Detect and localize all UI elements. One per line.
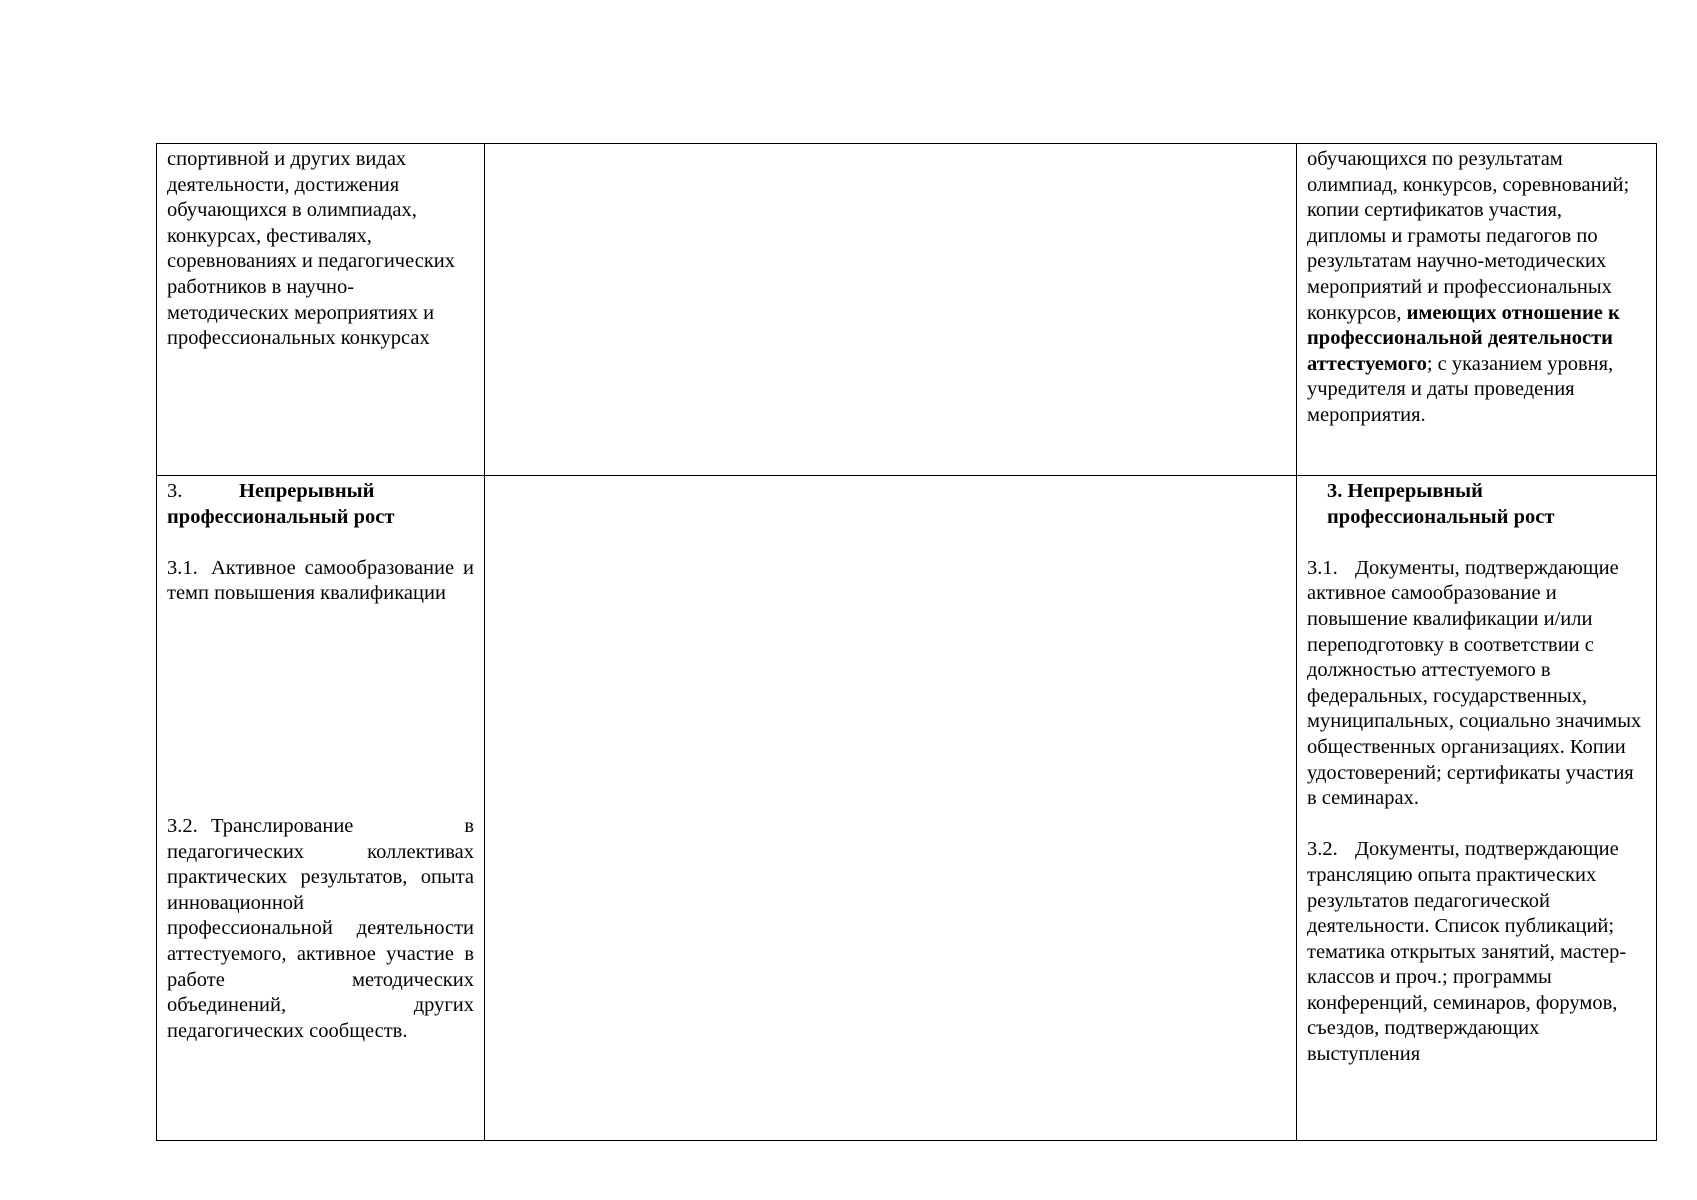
documents-item-text: Документы, подтверждающие трансляцию опыта практических результатов педагогической деятельности. Список публикаций; тематика открытых занятий, мастер-классов и проч.; программы конференций, семинаров, форумов, съездов, подтверждающих выступления bbox=[1307, 838, 1627, 1066]
table-cell-criteria bbox=[157, 144, 485, 476]
table-row bbox=[157, 476, 1657, 1141]
spacer bbox=[167, 530, 474, 556]
section-heading-right: 3. Непрерывный профессиональный рост bbox=[1327, 480, 1555, 528]
spacer bbox=[167, 607, 474, 814]
section-heading-text: Непрерывный профессиональный рост bbox=[167, 480, 395, 528]
documents-item-number: 3.1. bbox=[1307, 556, 1338, 579]
documents-item-number: 3.2. bbox=[1307, 838, 1338, 861]
criteria-item-text: Транслирование в педагогических коллективах практических результатов, опыта инновационной профессиональной деятельности аттестуемого, активное участие в работе методических объединений, других педагогических сообществ. bbox=[167, 814, 474, 1042]
documents-text-part2: ; с указанием уровня, учредителя и даты проведения мероприятия. bbox=[1307, 352, 1614, 426]
spacer bbox=[1307, 812, 1646, 838]
criteria-table bbox=[156, 143, 1657, 1141]
criteria-item-number: 3.2. bbox=[167, 814, 198, 837]
documents-text bbox=[1307, 147, 1646, 429]
table-cell-documents bbox=[1297, 476, 1657, 1141]
table-cell-empty bbox=[485, 144, 1297, 476]
criteria-text: спортивной и других видах деятельности, достижения обучающихся в олимпиадах, конкурсах, фестивалях, соревнованиях и педагогических работников в научно-методических мероприятиях и профессиональных конкурсах bbox=[167, 148, 456, 350]
section-heading-number: 3. bbox=[167, 480, 183, 502]
criteria-item-3-2 bbox=[167, 814, 474, 1044]
documents-item-3-2 bbox=[1307, 837, 1646, 1067]
documents-text-part1: обучающихся по результатам олимпиад, конкурсов, соревнований; копии сертификатов участия, дипломы и грамоты педагогов по результатам научно-методических мероприятий и профессиональных конкурсов, bbox=[1307, 148, 1630, 324]
documents-item-3-1 bbox=[1307, 556, 1646, 812]
section-heading bbox=[167, 479, 474, 530]
table-cell-empty bbox=[485, 476, 1297, 1141]
table-row bbox=[157, 144, 1657, 476]
criteria-item-text: Активное самообразование и темп повышения квалификации bbox=[167, 556, 474, 605]
criteria-item-number: 3.1. bbox=[167, 556, 198, 579]
documents-item-text: Документы, подтверждающие активное самообразование и повышение квалификации и/или переподготовку в соответствии с должностью аттестуемого в федеральных, государственных, муниципальных, социально значимых общественных организациях. Копии удостоверений; сертификаты участия в семинарах. bbox=[1307, 556, 1642, 810]
table-cell-criteria bbox=[157, 476, 485, 1141]
table-cell-documents bbox=[1297, 144, 1657, 476]
documents-text-bold: имеющих отношение к профессиональной деятельности аттестуемого bbox=[1307, 301, 1620, 375]
spacer bbox=[1307, 530, 1646, 556]
criteria-item-3-1 bbox=[167, 556, 474, 607]
